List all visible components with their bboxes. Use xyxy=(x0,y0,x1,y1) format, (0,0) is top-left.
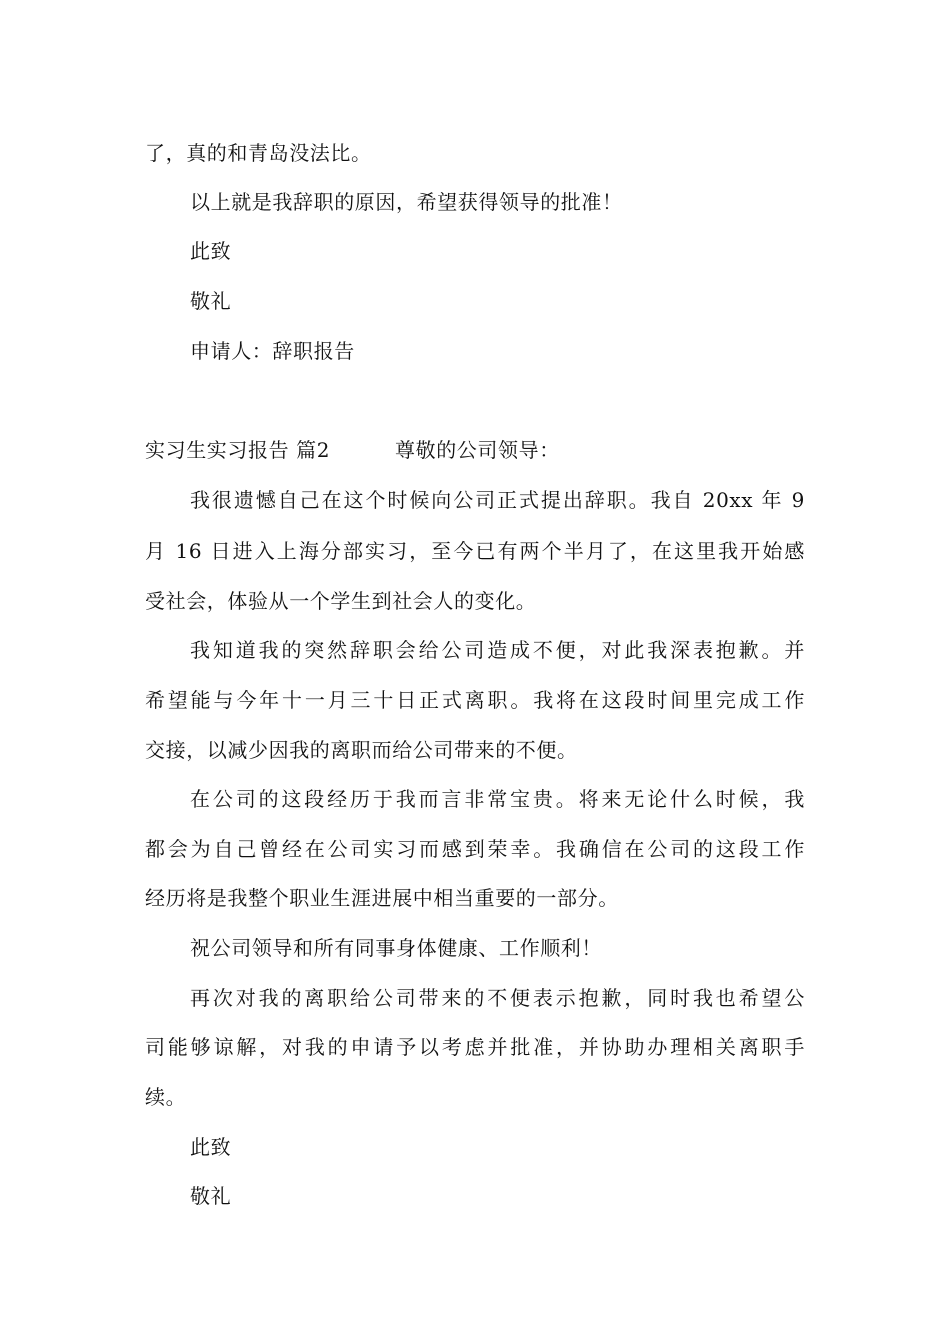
paragraph-line: 交接，以减少因我的离职而给公司带来的不便。 xyxy=(145,738,578,762)
resignation-reason: 以上就是我辞职的原因，希望获得领导的批准！ xyxy=(190,190,623,214)
closing-cizhi: 此致 xyxy=(190,1135,232,1159)
paragraph-line: 司能够谅解，对我的申请予以考虑并批准，并协助办理相关离职手 xyxy=(145,1035,805,1059)
paragraph-line: 受社会，体验从一个学生到社会人的变化。 xyxy=(145,589,537,613)
closing-jingli: 敬礼 xyxy=(190,289,232,313)
paragraph-line: 我知道我的突然辞职会给公司造成不便，对此我深表抱歉。并 xyxy=(190,638,805,662)
paragraph-line: 月 16 日进入上海分部实习，至今已有两个半月了，在这里我开始感 xyxy=(145,539,805,563)
paragraph-line: 续。 xyxy=(145,1085,187,1109)
paragraph-line: 祝公司领导和所有同事身体健康、工作顺利！ xyxy=(190,936,602,960)
closing-jingli: 敬礼 xyxy=(190,1184,232,1208)
paragraph-line: 我很遗憾自己在这个时候向公司正式提出辞职。我自 20xx 年 9 xyxy=(190,488,805,512)
paragraph-line: 再次对我的离职给公司带来的不便表示抱歉，同时我也希望公 xyxy=(190,986,805,1010)
paragraph-line: 希望能与今年十一月三十日正式离职。我将在这段时间里完成工作 xyxy=(145,688,805,712)
greeting: 尊敬的公司领导： xyxy=(395,438,560,462)
section-heading: 实习生实习报告 篇2 xyxy=(145,438,331,462)
paragraph-line: 都会为自己曾经在公司实习而感到荣幸。我确信在公司的这段工作 xyxy=(145,837,805,861)
paragraph-line: 在公司的这段经历于我而言非常宝贵。将来无论什么时候，我 xyxy=(190,787,805,811)
paragraph-line: 经历将是我整个职业生涯进展中相当重要的一部分。 xyxy=(145,886,619,910)
closing-cizhi: 此致 xyxy=(190,239,232,263)
applicant-line: 申请人：辞职报告 xyxy=(190,339,355,363)
paragraph-continuation: 了，真的和青岛没法比。 xyxy=(145,141,372,165)
